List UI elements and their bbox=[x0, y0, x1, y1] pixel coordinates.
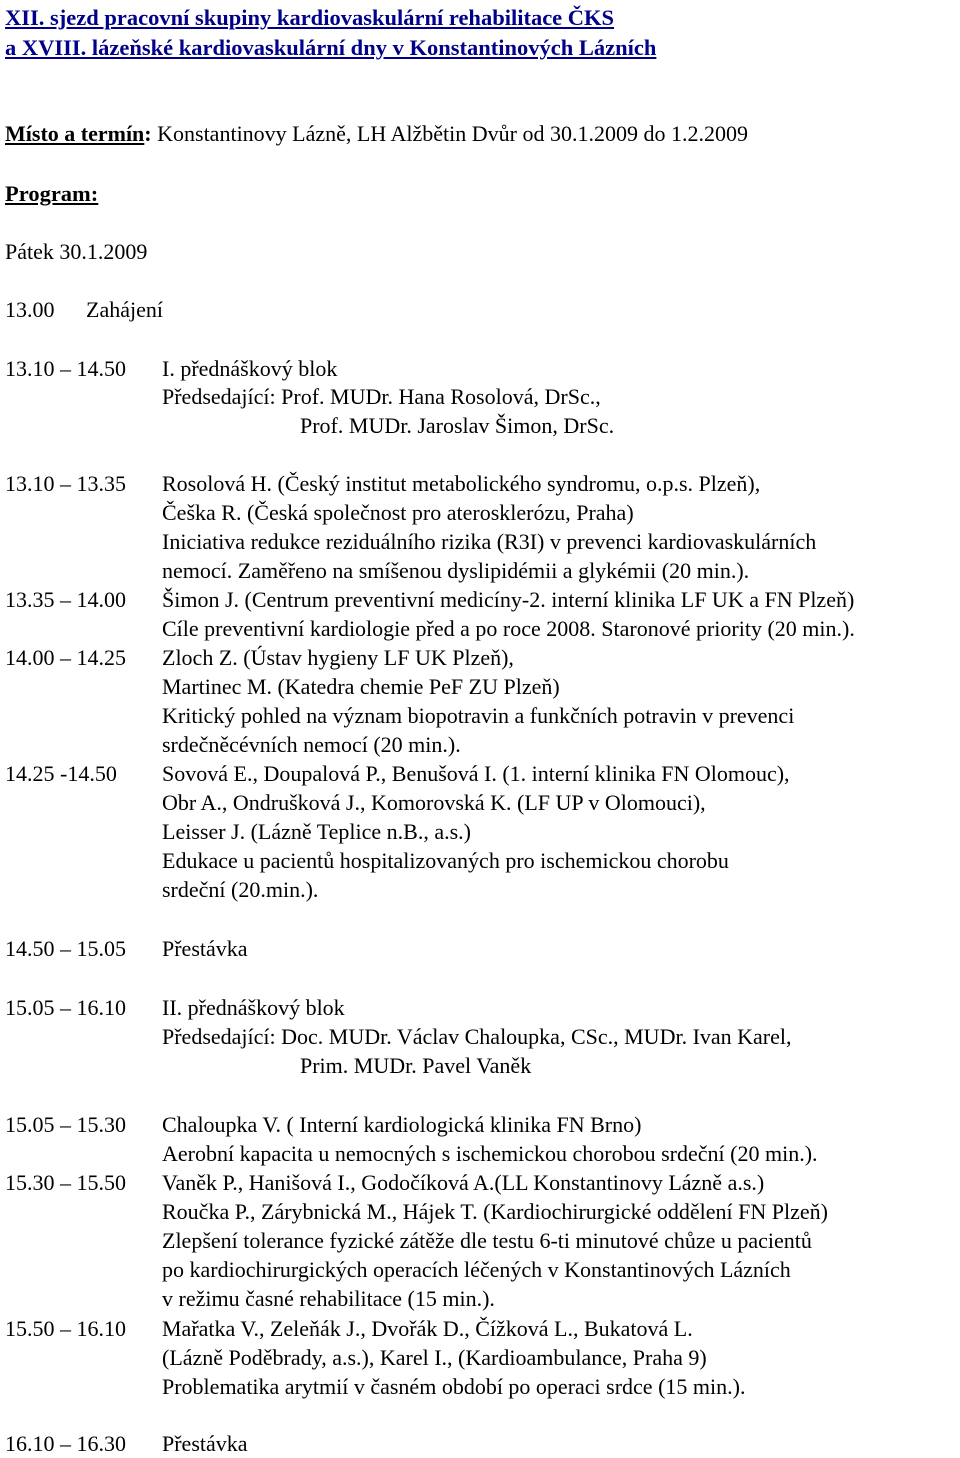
talk-line: srdeční (20.min.). bbox=[162, 877, 319, 902]
block1-time: 13.10 – 14.50 bbox=[5, 356, 126, 381]
venue-colon: : bbox=[144, 121, 152, 146]
talk-time: 13.35 – 14.00 bbox=[5, 587, 126, 612]
talk-line: Rosolová H. (Český institut metabolického syndromu, o.p.s. Plzeň), bbox=[162, 471, 761, 496]
talk-time: 14.25 -14.50 bbox=[5, 761, 117, 786]
talk-line: Vaněk P., Hanišová I., Godočíková A.(LL Konstantinovy Lázně a.s.) bbox=[162, 1170, 765, 1195]
document-title-line-2: a XVIII. lázeňské kardiovaskulární dny v Konstantinových Lázních bbox=[5, 35, 657, 60]
opening-time: 13.00 bbox=[5, 297, 55, 322]
talk-line: (Lázně Poděbrady, a.s.), Karel I., (Kardioambulance, Praha 9) bbox=[162, 1345, 707, 1370]
document-title-line-1: XII. sjezd pracovní skupiny kardiovaskulární rehabilitace ČKS bbox=[5, 5, 615, 30]
talk-line: Zlepšení tolerance fyzické zátěže dle testu 6-ti minutové chůze u pacientů bbox=[162, 1228, 812, 1253]
talk-line: Kritický pohled na význam biopotravin a funkčních potravin v prevenci bbox=[162, 703, 795, 728]
block1-chair-2: Prof. MUDr. Jaroslav Šimon, DrSc. bbox=[300, 413, 615, 438]
break-label: Přestávka bbox=[162, 1431, 248, 1456]
talk-line: Chaloupka V. ( Interní kardiologická klinika FN Brno) bbox=[162, 1112, 642, 1137]
talk-line: Roučka P., Zárybnická M., Hájek T. (Kardiochirurgické oddělení FN Plzeň) bbox=[162, 1199, 828, 1224]
talk-line: Mařatka V., Zeleňák J., Dvořák D., Čížková L., Bukatová L. bbox=[162, 1316, 693, 1341]
talk-line: Sovová E., Doupalová P., Benušová I. (1. interní klinika FN Olomouc), bbox=[162, 761, 790, 786]
talk-time: 15.50 – 16.10 bbox=[5, 1316, 126, 1341]
block1-title: I. přednáškový blok bbox=[162, 356, 338, 381]
talk-line: Aerobní kapacita u nemocných s ischemickou chorobou srdeční (20 min.). bbox=[162, 1141, 818, 1166]
talk-line: po kardiochirurgických operacích léčených v Konstantinových Lázních bbox=[162, 1257, 791, 1282]
talk-line: Edukace u pacientů hospitalizovaných pro ischemickou chorobu bbox=[162, 848, 729, 873]
opening-label: Zahájení bbox=[86, 297, 163, 322]
talk-line: Šimon J. (Centrum preventivní medicíny-2. interní klinika LF UK a FN Plzeň) bbox=[162, 587, 855, 612]
block2-chair-1: Předsedající: Doc. MUDr. Václav Chaloupka, CSc., MUDr. Ivan Karel, bbox=[162, 1024, 792, 1049]
venue-label: Místo a termín bbox=[5, 121, 145, 146]
talk-time: 15.05 – 15.30 bbox=[5, 1112, 126, 1137]
talk-time: 13.10 – 13.35 bbox=[5, 471, 126, 496]
talk-line: v režimu časné rehabilitace (15 min.). bbox=[162, 1286, 495, 1311]
block2-title: II. přednáškový blok bbox=[162, 995, 345, 1020]
venue-text: Konstantinovy Lázně, LH Alžbětin Dvůr od 30.1.2009 do 1.2.2009 bbox=[157, 121, 748, 146]
talk-line: Martinec M. (Katedra chemie PeF ZU Plzeň) bbox=[162, 674, 560, 699]
break-label: Přestávka bbox=[162, 936, 248, 961]
day-heading: Pátek 30.1.2009 bbox=[5, 239, 148, 264]
talk-line: nemocí. Zaměřeno na smíšenou dyslipidémii a glykémii (20 min.). bbox=[162, 558, 750, 583]
talk-line: Problematika arytmií v časném období po operaci srdce (15 min.). bbox=[162, 1374, 746, 1399]
venue-line bbox=[5, 120, 748, 148]
talk-time: 15.30 – 15.50 bbox=[5, 1170, 126, 1195]
talk-line: srdečněcévních nemocí (20 min.). bbox=[162, 732, 461, 757]
block1-chair-1: Předsedající: Prof. MUDr. Hana Rosolová, DrSc., bbox=[162, 384, 601, 409]
talk-line: Zloch Z. (Ústav hygieny LF UK Plzeň), bbox=[162, 645, 514, 670]
talk-line: Obr A., Ondrušková J., Komorovská K. (LF UP v Olomouci), bbox=[162, 790, 706, 815]
block2-chair-2: Prim. MUDr. Pavel Vaněk bbox=[300, 1053, 532, 1078]
talk-line: Češka R. (Česká společnost pro aterosklerózu, Praha) bbox=[162, 500, 634, 525]
block2-time: 15.05 – 16.10 bbox=[5, 995, 126, 1020]
talk-line: Iniciativa redukce reziduálního rizika (R3I) v prevenci kardiovaskulárních bbox=[162, 529, 817, 554]
talk-line: Cíle preventivní kardiologie před a po roce 2008. Staronové priority (20 min.). bbox=[162, 616, 855, 641]
break-time: 16.10 – 16.30 bbox=[5, 1431, 126, 1456]
talk-line: Leisser J. (Lázně Teplice n.B., a.s.) bbox=[162, 819, 471, 844]
talk-time: 14.00 – 14.25 bbox=[5, 645, 126, 670]
program-heading: Program: bbox=[5, 181, 99, 206]
break-time: 14.50 – 15.05 bbox=[5, 936, 126, 961]
